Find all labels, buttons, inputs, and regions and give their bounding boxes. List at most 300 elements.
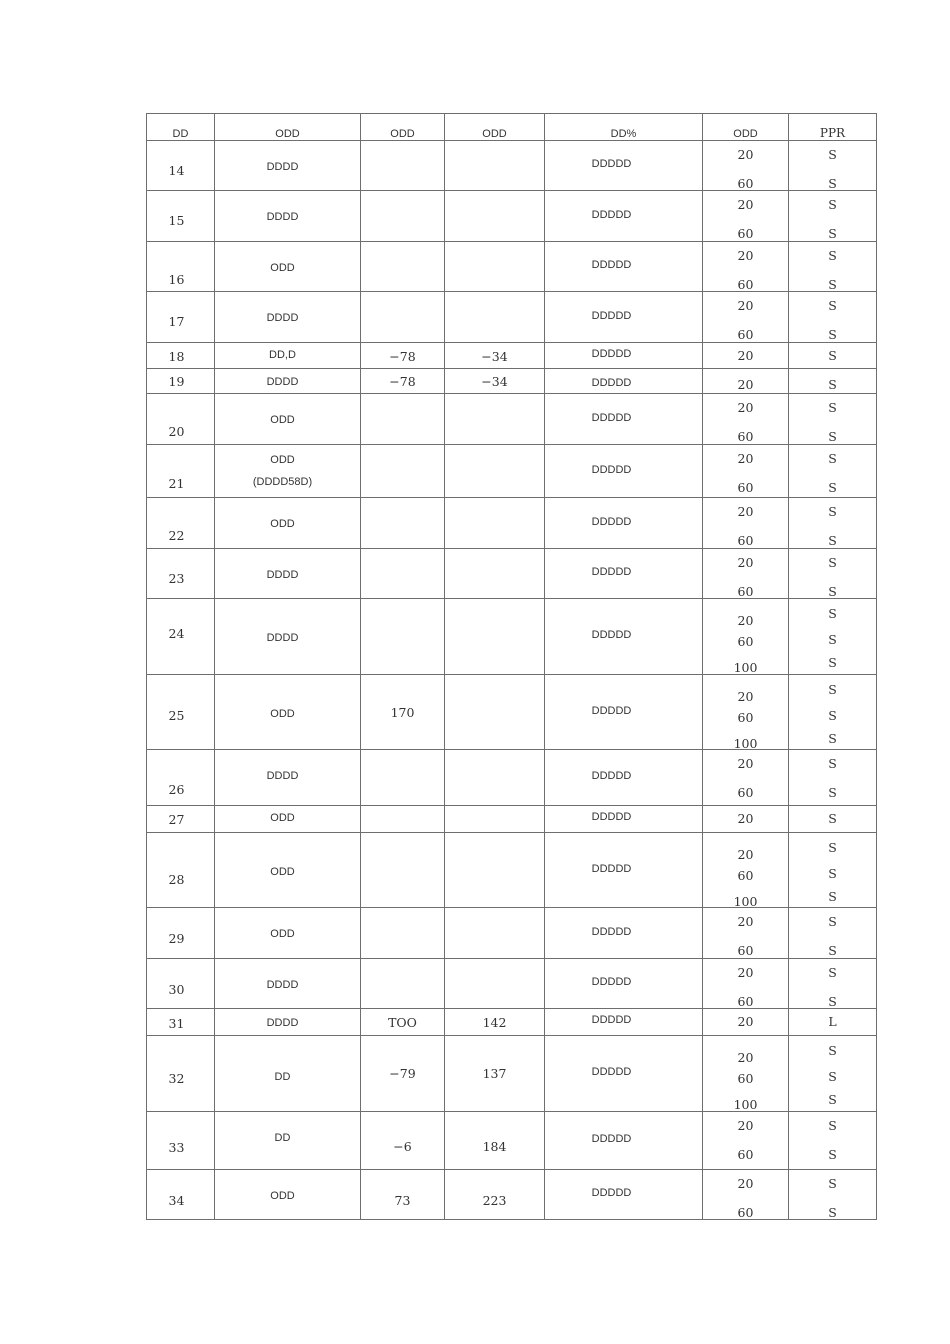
- table-row: [147, 599, 877, 675]
- concentration-text: DDDDD: [591, 348, 632, 360]
- ppr-cell: [789, 675, 877, 750]
- concentration-text: DDDDD: [591, 1133, 632, 1145]
- data-table: [146, 113, 877, 1220]
- table-row: [147, 292, 877, 343]
- value1-cell: [361, 806, 445, 833]
- value2-cell: [445, 806, 545, 833]
- temperature-value: 60: [737, 868, 754, 883]
- ppr-value: S: [828, 708, 837, 723]
- temperature-value: 20: [737, 504, 754, 519]
- name-cell: [215, 599, 361, 675]
- concentration-text: DDDDD: [591, 629, 632, 641]
- value2-cell: [445, 833, 545, 908]
- value2-cell: [445, 1112, 545, 1170]
- row-id: 16: [168, 272, 185, 287]
- ppr-value: S: [828, 731, 837, 746]
- temperature-cell: [703, 141, 789, 191]
- ppr-cell: [789, 141, 877, 191]
- ppr-value: S: [828, 584, 837, 599]
- row-id-cell: [147, 549, 215, 599]
- name-text: ODD: [270, 414, 295, 426]
- value2-cell: [445, 1009, 545, 1036]
- ppr-cell: [789, 833, 877, 908]
- name-cell: [215, 1036, 361, 1112]
- concentration-cell: [545, 445, 703, 498]
- value1-cell: [361, 141, 445, 191]
- temperature-value: 20: [737, 811, 754, 826]
- temperature-cell: [703, 498, 789, 549]
- row-id: 20: [168, 424, 185, 439]
- ppr-cell: [789, 292, 877, 343]
- temperature-value: 20: [737, 1176, 754, 1191]
- temperature-cell: [703, 599, 789, 675]
- concentration-cell: [545, 343, 703, 369]
- ppr-cell: [789, 369, 877, 394]
- row-id-cell: [147, 369, 215, 394]
- value2-cell: [445, 750, 545, 806]
- temperature-value: 20: [737, 1118, 754, 1133]
- temperature-value: 60: [737, 994, 754, 1009]
- value2-cell: [445, 549, 545, 599]
- row-id: 27: [168, 812, 185, 827]
- header-label: DD: [172, 128, 189, 140]
- concentration-text: DDDDD: [591, 1187, 632, 1199]
- header-cell: [545, 114, 703, 141]
- row-id: 34: [168, 1193, 185, 1208]
- table-row: [147, 242, 877, 292]
- table-row: [147, 1170, 877, 1220]
- name-text: ODD: [270, 708, 295, 720]
- row-id-cell: [147, 1036, 215, 1112]
- header-cell: [789, 114, 877, 141]
- concentration-text: DDDDD: [591, 1014, 632, 1026]
- header-cell: [703, 114, 789, 141]
- name-cell: [215, 959, 361, 1009]
- temperature-value: 100: [733, 660, 758, 675]
- temperature-cell: [703, 292, 789, 343]
- header-label: ODD: [390, 128, 415, 140]
- concentration-text: DDDDD: [591, 1066, 632, 1078]
- value1: −78: [389, 374, 416, 389]
- ppr-cell: [789, 445, 877, 498]
- ppr-value: S: [828, 451, 837, 466]
- value1-cell: [361, 343, 445, 369]
- temperature-value: 60: [737, 785, 754, 800]
- name-text: DD,D: [269, 349, 296, 361]
- value2-cell: [445, 369, 545, 394]
- concentration-text: DDDDD: [591, 209, 632, 221]
- ppr-value: S: [828, 1092, 837, 1107]
- temperature-value: 60: [737, 480, 754, 495]
- row-id: 29: [168, 931, 185, 946]
- ppr-cell: [789, 750, 877, 806]
- name-text: ODD: [270, 812, 295, 824]
- value1: −6: [393, 1139, 412, 1154]
- ppr-cell: [789, 191, 877, 242]
- row-id: 32: [168, 1071, 185, 1086]
- row-id: 28: [168, 872, 185, 887]
- concentration-cell: [545, 498, 703, 549]
- name-cell: [215, 833, 361, 908]
- row-id: 15: [168, 213, 185, 228]
- ppr-cell: [789, 1112, 877, 1170]
- concentration-text: DDDDD: [591, 976, 632, 988]
- ppr-value: S: [828, 298, 837, 313]
- value1-cell: [361, 599, 445, 675]
- ppr-value: S: [828, 248, 837, 263]
- ppr-value: S: [828, 682, 837, 697]
- header-cell: [147, 114, 215, 141]
- value1-cell: [361, 1036, 445, 1112]
- ppr-value: S: [828, 965, 837, 980]
- row-id: 18: [168, 349, 185, 364]
- value2-cell: [445, 1036, 545, 1112]
- ppr-cell: [789, 394, 877, 445]
- row-id-cell: [147, 242, 215, 292]
- name-text: DDDD: [266, 312, 299, 324]
- ppr-value: S: [828, 348, 837, 363]
- value2-cell: [445, 394, 545, 445]
- ppr-value: S: [828, 504, 837, 519]
- ppr-value: L: [828, 1014, 837, 1029]
- concentration-text: DDDDD: [591, 259, 632, 271]
- ppr-value: S: [828, 606, 837, 621]
- temperature-cell: [703, 908, 789, 959]
- temperature-value: 20: [737, 147, 754, 162]
- table-row: [147, 394, 877, 445]
- header-cell: [215, 114, 361, 141]
- concentration-cell: [545, 833, 703, 908]
- ppr-value: S: [828, 1043, 837, 1058]
- row-id-cell: [147, 1009, 215, 1036]
- value2-cell: [445, 1170, 545, 1220]
- ppr-value: S: [828, 226, 837, 241]
- ppr-value: S: [828, 147, 837, 162]
- value1-cell: [361, 242, 445, 292]
- ppr-cell: [789, 1036, 877, 1112]
- table-row: [147, 1036, 877, 1112]
- temperature-cell: [703, 750, 789, 806]
- temperature-value: 20: [737, 377, 754, 392]
- temperature-value: 20: [737, 914, 754, 929]
- concentration-cell: [545, 191, 703, 242]
- ppr-value: S: [828, 555, 837, 570]
- ppr-cell: [789, 498, 877, 549]
- table-row: [147, 833, 877, 908]
- ppr-cell: [789, 242, 877, 292]
- temperature-value: 100: [733, 894, 758, 909]
- value2-cell: [445, 445, 545, 498]
- concentration-cell: [545, 394, 703, 445]
- table-row: [147, 498, 877, 549]
- temperature-value: 20: [737, 847, 754, 862]
- row-id-cell: [147, 1170, 215, 1220]
- header-cell: [445, 114, 545, 141]
- concentration-cell: [545, 806, 703, 833]
- value2: 184: [482, 1139, 507, 1154]
- concentration-cell: [545, 549, 703, 599]
- name-cell: [215, 1170, 361, 1220]
- ppr-value: S: [828, 1118, 837, 1133]
- name-text: ODD: [270, 454, 295, 466]
- temperature-value: 20: [737, 1050, 754, 1065]
- temperature-value: 20: [737, 400, 754, 415]
- value2: −34: [481, 374, 508, 389]
- row-id: 24: [168, 626, 185, 641]
- concentration-cell: [545, 292, 703, 343]
- ppr-value: S: [828, 533, 837, 548]
- value1: 170: [390, 705, 415, 720]
- temperature-value: 60: [737, 943, 754, 958]
- temperature-value: 100: [733, 1097, 758, 1112]
- temperature-value: 20: [737, 197, 754, 212]
- temperature-value: 60: [737, 327, 754, 342]
- temperature-value: 60: [737, 710, 754, 725]
- value2-cell: [445, 343, 545, 369]
- value1-cell: [361, 394, 445, 445]
- value1-cell: [361, 1112, 445, 1170]
- value2: 223: [482, 1193, 507, 1208]
- temperature-value: 20: [737, 689, 754, 704]
- ppr-value: S: [828, 994, 837, 1009]
- row-id-cell: [147, 498, 215, 549]
- name-cell: [215, 549, 361, 599]
- temperature-value: 60: [737, 429, 754, 444]
- ppr-value: S: [828, 277, 837, 292]
- temperature-cell: [703, 343, 789, 369]
- concentration-cell: [545, 1112, 703, 1170]
- ppr-value: S: [828, 1205, 837, 1220]
- temperature-value: 20: [737, 298, 754, 313]
- value1: 73: [394, 1193, 411, 1208]
- row-id-cell: [147, 959, 215, 1009]
- ppr-value: S: [828, 377, 837, 392]
- name-cell: [215, 1112, 361, 1170]
- ppr-value: S: [828, 1147, 837, 1162]
- name-text: DDDD: [266, 770, 299, 782]
- value1-cell: [361, 369, 445, 394]
- temperature-cell: [703, 1112, 789, 1170]
- ppr-value: S: [828, 840, 837, 855]
- ppr-value: S: [828, 866, 837, 881]
- temperature-value: 20: [737, 348, 754, 363]
- temperature-value: 20: [737, 756, 754, 771]
- temperature-value: 60: [737, 533, 754, 548]
- name-text: DDDD: [266, 161, 299, 173]
- ppr-cell: [789, 1009, 877, 1036]
- ppr-value: S: [828, 943, 837, 958]
- table-row: [147, 1009, 877, 1036]
- concentration-text: DDDDD: [591, 377, 632, 389]
- name-text: ODD: [270, 866, 295, 878]
- value2-cell: [445, 908, 545, 959]
- ppr-value: S: [828, 756, 837, 771]
- concentration-cell: [545, 141, 703, 191]
- name-text: DDDD: [266, 1017, 299, 1029]
- row-id-cell: [147, 394, 215, 445]
- value1-cell: [361, 750, 445, 806]
- concentration-text: DDDDD: [591, 464, 632, 476]
- name-cell: [215, 908, 361, 959]
- name-cell: [215, 242, 361, 292]
- name-text: ODD: [270, 518, 295, 530]
- name-cell: [215, 498, 361, 549]
- temperature-value: 20: [737, 451, 754, 466]
- concentration-cell: [545, 242, 703, 292]
- ppr-value: S: [828, 197, 837, 212]
- ppr-cell: [789, 343, 877, 369]
- concentration-cell: [545, 750, 703, 806]
- value2-cell: [445, 599, 545, 675]
- temperature-cell: [703, 242, 789, 292]
- value1-cell: [361, 959, 445, 1009]
- row-id-cell: [147, 806, 215, 833]
- temperature-value: 60: [737, 176, 754, 191]
- value2-cell: [445, 292, 545, 343]
- value1: −78: [389, 349, 416, 364]
- table-row: [147, 141, 877, 191]
- concentration-text: DDDDD: [591, 310, 632, 322]
- temperature-value: 60: [737, 226, 754, 241]
- temperature-cell: [703, 675, 789, 750]
- value1: −79: [389, 1066, 416, 1081]
- row-id: 17: [168, 314, 185, 329]
- row-id-cell: [147, 191, 215, 242]
- temperature-value: 100: [733, 736, 758, 751]
- name-cell: [215, 343, 361, 369]
- table-row: [147, 675, 877, 750]
- concentration-cell: [545, 1009, 703, 1036]
- concentration-cell: [545, 369, 703, 394]
- table-row: [147, 343, 877, 369]
- concentration-text: DDDDD: [591, 412, 632, 424]
- concentration-cell: [545, 1170, 703, 1220]
- ppr-value: S: [828, 1176, 837, 1191]
- table-row: [147, 549, 877, 599]
- temperature-value: 60: [737, 1205, 754, 1220]
- value2-cell: [445, 191, 545, 242]
- row-id: 30: [168, 982, 185, 997]
- ppr-cell: [789, 599, 877, 675]
- name-text: ODD: [270, 1190, 295, 1202]
- row-id-cell: [147, 445, 215, 498]
- header-row: [147, 114, 877, 141]
- temperature-value: 20: [737, 613, 754, 628]
- ppr-value: S: [828, 429, 837, 444]
- value2-cell: [445, 498, 545, 549]
- ppr-cell: [789, 908, 877, 959]
- concentration-cell: [545, 599, 703, 675]
- name-text: DDDD: [266, 569, 299, 581]
- table-row: [147, 445, 877, 498]
- value1-cell: [361, 498, 445, 549]
- ppr-value: S: [828, 480, 837, 495]
- row-id: 23: [168, 571, 185, 586]
- ppr-value: S: [828, 176, 837, 191]
- value1-cell: [361, 292, 445, 343]
- header-cell: [361, 114, 445, 141]
- row-id-cell: [147, 833, 215, 908]
- table-row: [147, 750, 877, 806]
- ppr-value: S: [828, 327, 837, 342]
- ppr-value: S: [828, 632, 837, 647]
- temperature-value: 60: [737, 584, 754, 599]
- temperature-value: 20: [737, 1014, 754, 1029]
- header-label: PPR: [819, 126, 846, 140]
- header-label: ODD: [275, 128, 300, 140]
- value1-cell: [361, 191, 445, 242]
- temperature-value: 20: [737, 555, 754, 570]
- row-id: 22: [168, 528, 185, 543]
- value2: 142: [482, 1015, 507, 1030]
- name-text: DDDD: [266, 376, 299, 388]
- value1: TOO: [388, 1015, 417, 1030]
- temperature-cell: [703, 1170, 789, 1220]
- value1-cell: [361, 833, 445, 908]
- temperature-value: 20: [737, 248, 754, 263]
- name-text: DDDD: [266, 979, 299, 991]
- name-text: DDDD: [266, 211, 299, 223]
- ppr-cell: [789, 959, 877, 1009]
- value2: −34: [481, 349, 508, 364]
- table-row: [147, 959, 877, 1009]
- ppr-value: S: [828, 1069, 837, 1084]
- name-text: DDDD: [266, 632, 299, 644]
- concentration-text: DDDDD: [591, 811, 632, 823]
- name-cell: [215, 141, 361, 191]
- table-row: [147, 908, 877, 959]
- value1-cell: [361, 675, 445, 750]
- concentration-text: DDDDD: [591, 770, 632, 782]
- value2-cell: [445, 959, 545, 1009]
- temperature-cell: [703, 959, 789, 1009]
- ppr-value: S: [828, 811, 837, 826]
- temperature-cell: [703, 394, 789, 445]
- temperature-value: 60: [737, 1147, 754, 1162]
- name-cell: [215, 369, 361, 394]
- name-text: ODD: [270, 262, 295, 274]
- name-cell: [215, 292, 361, 343]
- row-id: 31: [168, 1016, 185, 1031]
- value2: 137: [482, 1066, 507, 1081]
- name-text: ODD: [270, 928, 295, 940]
- temperature-cell: [703, 1009, 789, 1036]
- name-cell: [215, 750, 361, 806]
- name-text: DD: [274, 1071, 291, 1083]
- table-row: [147, 1112, 877, 1170]
- row-id: 25: [168, 708, 185, 723]
- name-cell: [215, 445, 361, 498]
- value1-cell: [361, 1009, 445, 1036]
- concentration-text: DDDDD: [591, 566, 632, 578]
- temperature-value: 60: [737, 634, 754, 649]
- ppr-cell: [789, 1170, 877, 1220]
- ppr-value: S: [828, 889, 837, 904]
- concentration-cell: [545, 959, 703, 1009]
- row-id-cell: [147, 675, 215, 750]
- name-cell: [215, 191, 361, 242]
- concentration-text: DDDDD: [591, 863, 632, 875]
- table-row: [147, 369, 877, 394]
- row-id: 21: [168, 476, 185, 491]
- header-label: DD%: [610, 128, 637, 140]
- value2-cell: [445, 242, 545, 292]
- table-row: [147, 806, 877, 833]
- header-label: ODD: [733, 128, 758, 140]
- header-label: ODD: [482, 128, 507, 140]
- ppr-cell: [789, 806, 877, 833]
- row-id-cell: [147, 908, 215, 959]
